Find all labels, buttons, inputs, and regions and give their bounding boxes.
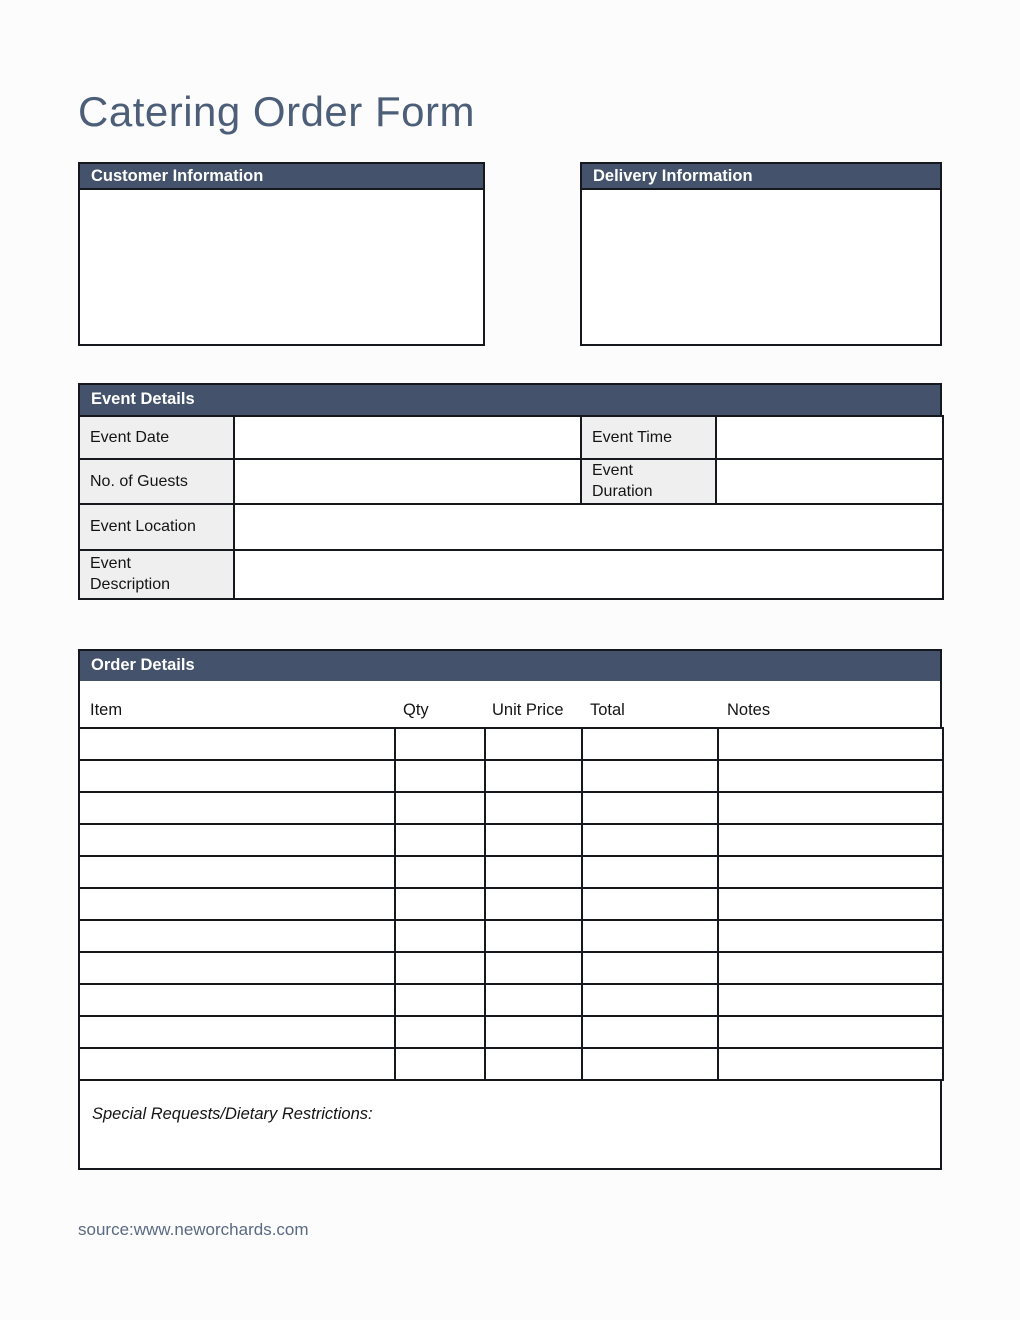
order-row [79,1048,943,1080]
order-details-header: Order Details [78,649,942,681]
special-requests-area[interactable] [78,1081,942,1170]
order-cell-total[interactable] [582,824,718,856]
order-details-table [78,727,944,1081]
order-cell-unit-price[interactable] [485,952,582,984]
order-cell-item[interactable] [79,952,395,984]
column-header-item: Item [90,701,123,719]
order-cell-total[interactable] [582,888,718,920]
order-cell-notes[interactable] [718,728,943,760]
order-cell-total[interactable] [582,952,718,984]
order-row [79,856,943,888]
source-link: source:www.neworchards.com [78,1220,309,1239]
column-header-total: Total [590,701,625,719]
order-cell-unit-price[interactable] [485,1016,582,1048]
order-row [79,984,943,1016]
order-row [79,952,943,984]
order-cell-total[interactable] [582,760,718,792]
order-cell-unit-price[interactable] [485,888,582,920]
event-row-4 [79,550,943,599]
order-cell-item[interactable] [79,760,395,792]
event-row-3 [79,504,943,550]
event-details-section [78,383,942,600]
order-cell-notes[interactable] [718,920,943,952]
order-cell-qty[interactable] [395,1016,485,1048]
order-cell-item[interactable] [79,920,395,952]
order-cell-notes[interactable] [718,792,943,824]
order-cell-total[interactable] [582,728,718,760]
order-cell-qty[interactable] [395,824,485,856]
order-cell-item[interactable] [79,1016,395,1048]
order-cell-total[interactable] [582,920,718,952]
order-cell-unit-price[interactable] [485,920,582,952]
order-cell-qty[interactable] [395,952,485,984]
order-row [79,1016,943,1048]
column-header-qty: Qty [403,701,429,719]
order-cell-notes[interactable] [718,1016,943,1048]
delivery-information-header: Delivery Information [582,164,940,190]
order-row [79,888,943,920]
event-description-label: Event Description [79,550,234,599]
order-cell-notes[interactable] [718,856,943,888]
special-requests-label: Special Requests/Dietary Restrictions: [92,1105,373,1123]
order-cell-qty[interactable] [395,728,485,760]
order-cell-unit-price[interactable] [485,824,582,856]
column-header-unit-price: Unit Price [492,701,564,719]
column-header-notes: Notes [727,701,771,719]
order-cell-qty[interactable] [395,1048,485,1080]
page-title: Catering Order Form [78,88,475,135]
event-time-label: Event Time [581,416,716,459]
order-cell-qty[interactable] [395,984,485,1016]
order-cell-notes[interactable] [718,984,943,1016]
order-row [79,920,943,952]
order-cell-total[interactable] [582,792,718,824]
order-cell-item[interactable] [79,1048,395,1080]
event-row-1 [79,416,943,459]
order-details-section [78,649,942,1170]
order-cell-total[interactable] [582,984,718,1016]
order-cell-unit-price[interactable] [485,792,582,824]
order-cell-item[interactable] [79,728,395,760]
order-cell-notes[interactable] [718,1048,943,1080]
customer-information-header: Customer Information [80,164,483,190]
event-date-label: Event Date [79,416,234,459]
order-cell-unit-price[interactable] [485,1048,582,1080]
order-cell-total[interactable] [582,1016,718,1048]
event-location-label: Event Location [79,504,234,550]
order-rows [79,728,943,1080]
event-description-input[interactable] [234,550,943,599]
event-duration-label: Event Duration [581,459,716,504]
order-cell-item[interactable] [79,824,395,856]
order-cell-item[interactable] [79,888,395,920]
event-row-2 [79,459,943,504]
order-cell-unit-price[interactable] [485,728,582,760]
order-row [79,728,943,760]
event-time-input[interactable] [716,416,943,459]
order-row [79,824,943,856]
order-cell-notes[interactable] [718,888,943,920]
no-of-guests-input[interactable] [234,459,581,504]
order-cell-item[interactable] [79,792,395,824]
event-date-input[interactable] [234,416,581,459]
event-duration-input[interactable] [716,459,943,504]
order-row [79,792,943,824]
order-cell-qty[interactable] [395,888,485,920]
order-cell-qty[interactable] [395,792,485,824]
delivery-information-box [580,162,942,346]
customer-information-input-area[interactable] [80,190,483,342]
customer-information-box [78,162,485,346]
order-cell-unit-price[interactable] [485,760,582,792]
order-cell-qty[interactable] [395,856,485,888]
order-cell-item[interactable] [79,856,395,888]
order-cell-notes[interactable] [718,952,943,984]
order-cell-total[interactable] [582,1048,718,1080]
order-cell-qty[interactable] [395,760,485,792]
order-cell-notes[interactable] [718,824,943,856]
order-cell-unit-price[interactable] [485,984,582,1016]
order-cell-item[interactable] [79,984,395,1016]
event-details-table [78,415,944,600]
order-cell-unit-price[interactable] [485,856,582,888]
event-details-header: Event Details [78,383,942,415]
delivery-information-input-area[interactable] [582,190,940,342]
order-row [79,760,943,792]
order-cell-qty[interactable] [395,920,485,952]
order-table-column-headers [78,681,942,727]
order-cell-notes[interactable] [718,760,943,792]
order-cell-total[interactable] [582,856,718,888]
event-location-input[interactable] [234,504,943,550]
no-of-guests-label: No. of Guests [79,459,234,504]
